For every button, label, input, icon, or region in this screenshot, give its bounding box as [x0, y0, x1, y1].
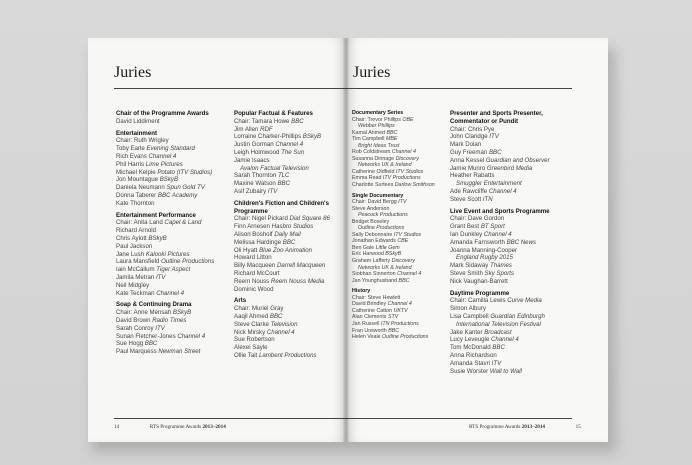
jury-member: Asif Zubairy ITV — [234, 187, 278, 195]
jury-member: Ollie Tait Lambent Productions — [234, 351, 317, 359]
jury-member: Kate Teckman Channel 4 — [116, 289, 184, 297]
jury-member: David Brown Radio Times — [116, 316, 187, 324]
jury-member: Lucy Leveugle Channel 4 — [450, 336, 519, 344]
footer-left — [114, 424, 226, 430]
jury-member: Sunan Fletcher-Jones Channel 4 — [116, 332, 206, 340]
jury-section — [116, 130, 228, 208]
jury-heading: Documentary Series — [352, 110, 404, 116]
right-page — [346, 38, 608, 442]
right-column-2 — [450, 110, 580, 379]
jury-member: Grant Best BT Sport — [450, 223, 505, 231]
jury-section — [234, 200, 346, 294]
jury-member: Fran Unsworth BBC — [352, 327, 400, 334]
jury-member: England Rugby 2015 — [456, 254, 513, 262]
jury-heading: Soap & Continuing Drama — [116, 301, 192, 309]
jury-member: Networks UK & Ireland — [358, 264, 412, 271]
jury-member: Amanda Stavri ITV — [450, 359, 502, 367]
jury-member: Chair: Ruth Wrigley — [116, 137, 169, 145]
jury-member: Graham Lafferty Discovery — [352, 258, 415, 265]
jury-member: Richard Arnold — [116, 227, 156, 235]
jury-member: Emma Read ITV Productions — [352, 175, 421, 182]
jury-member: Aaqil Ahmed BBC — [234, 312, 283, 320]
jury-member: Finn Arnesen Hasbro Studios — [234, 223, 314, 231]
jury-member: Leigh Holmwood The Sun — [234, 148, 305, 156]
jury-member: Chair: Chris Pye — [450, 125, 495, 133]
jury-member: Melissa Hardinge BBC — [234, 238, 296, 246]
jury-member: Chair: Anita Land Capel & Land — [116, 219, 202, 227]
page-title-left: Juries — [114, 64, 152, 81]
jury-heading: Popular Factual & Features — [234, 110, 313, 117]
jury-member: Lorraine Charker-Phillips BSkyB — [234, 133, 322, 141]
jury-member: Guy Freeman BBC — [450, 148, 502, 156]
jury-member: Oli Hyatt Blue Zoo Animation — [234, 246, 313, 254]
jury-member: Jim Allen RDF — [234, 125, 273, 133]
jury-section — [352, 110, 450, 189]
jury-member: Chair: Muriel Gray — [234, 305, 284, 313]
jury-member: Jon Mountague BSkyB — [116, 176, 179, 184]
title-rule-right — [346, 88, 572, 89]
jury-member: Catherine Catton UKTV — [352, 307, 408, 314]
jury-section — [450, 110, 580, 204]
jury-heading: Children's Fiction and Children's Programme — [234, 199, 329, 215]
jury-member: Alison Bosholf Daily Mail — [234, 230, 301, 238]
jury-heading: Entertainment Performance — [116, 211, 196, 219]
jury-member: Jan Russell ITN Productions — [352, 320, 419, 327]
jury-member: Webber Phillips — [358, 123, 395, 130]
jury-section — [234, 110, 346, 196]
jury-member: Chair: David Bergg ITV — [352, 199, 407, 206]
jury-member: Billy Macqueen Darrell Macqueen — [234, 262, 326, 270]
left-page — [88, 38, 346, 442]
jury-member: Sarah Conroy ITV — [116, 324, 165, 332]
jury-member: Jamie Munro Greenbird Media — [450, 164, 533, 172]
jury-member: Daniela Neumann Spun Gold TV — [116, 184, 205, 192]
jury-member: Sue Robertson — [234, 336, 275, 344]
jury-member: Toby Earle Evening Standard — [116, 145, 195, 153]
jury-heading: Chair of the Programme Awards — [116, 110, 209, 117]
jury-member: Sarah Thornton TLC — [234, 172, 290, 180]
jury-member: Mark Sidaway Thames — [450, 262, 512, 270]
jury-member: Simon Albury — [450, 305, 486, 313]
footer-rule-left — [114, 418, 346, 419]
jury-member: Jane Lush Kalooki Pictures — [116, 250, 190, 258]
footer-years-right: 2013–2014 — [521, 424, 546, 430]
jury-member: John Claridge ITV — [450, 133, 499, 141]
jury-section — [116, 301, 228, 356]
jury-member: Alan Clements STV — [352, 314, 399, 321]
jury-member: Kate Thornton — [116, 199, 155, 207]
title-rule-left — [114, 88, 346, 89]
jury-section — [234, 297, 346, 359]
jury-member: Chair: Camilla Lewis Curve Media — [450, 297, 542, 305]
jury-member: Michael Kelpie Potato (ITV Studios) — [116, 168, 213, 176]
jury-member: Bright Ideas Trust — [358, 142, 400, 149]
jury-member: Joanna Manning-Cooper — [450, 246, 518, 254]
jury-member: Rob Coldstream Channel 4 — [352, 149, 416, 156]
footer-years-left: 2013–2014 — [202, 424, 226, 430]
jury-heading: Arts — [234, 297, 247, 305]
jury-member: Nick Mirsky Channel 4 — [234, 328, 295, 336]
jury-member: Sue Hogg BBC — [116, 340, 158, 348]
jury-member: Chris Aylott BSkyB — [116, 234, 167, 242]
jury-member: Maxine Watson BBC — [234, 180, 290, 188]
jury-member: Smuggler Entertainment — [456, 180, 522, 188]
jury-section — [352, 193, 450, 285]
jury-member: Steve Clarke Television — [234, 320, 298, 328]
jury-member: Charlotte Surtees Darlow Smithson — [352, 182, 435, 189]
left-column-2 — [234, 110, 346, 364]
footer-rule-right — [346, 418, 572, 419]
jury-heading: Daytime Programme — [450, 289, 510, 297]
jury-member: Neil Midgley — [116, 281, 150, 289]
jury-member: Jamila Metran ITV — [116, 273, 166, 281]
jury-member: Donna Taberer BBC Academy — [116, 191, 198, 199]
jury-member: Tim Campbell MBE — [352, 136, 398, 143]
jury-member: Howard Litton — [234, 254, 272, 262]
page-number-left: 14 — [114, 424, 120, 430]
jury-member: Ian Dunkley Channel 4 — [450, 230, 512, 238]
jury-heading: Entertainment — [116, 129, 157, 137]
jury-heading: Single Documentary — [352, 192, 404, 199]
jury-member: Chair: Tamara Howe BBC — [234, 117, 304, 125]
jury-heading: Presenter and Sports Presenter, Commentator or Pundit — [450, 110, 543, 125]
jury-member: Anna Richardson — [450, 351, 497, 359]
jury-member: Iain McCallum Tiger Aspect — [116, 266, 191, 274]
footer-text-right: RTS Programme Awards — [469, 424, 521, 430]
jury-member: Chair: Trevor Phillips OBE — [352, 116, 414, 123]
jury-member: Susanna Dinnage Discovery — [352, 155, 419, 162]
jury-member: Chair: Nigel Pickard Dial Square 86 — [234, 215, 330, 223]
jury-member: Helen Veale Outline Productions — [352, 334, 429, 341]
book-spine — [343, 38, 349, 442]
jury-member: Alexei Sayle — [234, 344, 268, 352]
jury-member: Steve Anderson — [352, 205, 390, 212]
jury-member: Paul Marquess Newman Street — [116, 348, 201, 356]
jury-member: David Liddiment — [116, 117, 160, 125]
jury-member: Catherine Oldfield ITV Studios — [352, 168, 424, 175]
jury-member: Jake Kanter Broadcast — [450, 328, 512, 336]
jury-member: Laura Mansfield Outline Productions — [116, 258, 215, 266]
jury-heading: Live Event and Sports Programme — [450, 207, 550, 215]
jury-member: Bridget Boseley — [352, 218, 390, 225]
jury-member: Mark Dolan — [450, 141, 482, 149]
jury-section — [450, 208, 580, 286]
jury-member: Jamie Isaacs — [234, 156, 270, 164]
jury-member: Avalon Factual Television — [240, 164, 309, 172]
jury-member: Richard McCourt — [234, 269, 280, 277]
jury-member: Reem Nouss Reem Nouss Media — [234, 277, 325, 285]
jury-member: Lisa Campbell Guardian Edinburgh — [450, 312, 545, 320]
jury-member: Outline Productions — [358, 225, 405, 232]
jury-member: Ade Rawcliffe Channel 4 — [450, 187, 517, 195]
jury-member: Steve Scott ITN — [450, 195, 493, 203]
jury-member: Justin Gorman Channel 4 — [234, 141, 304, 149]
page-number-right: 15 — [575, 424, 581, 430]
jury-member: David Brindley Channel 4 — [352, 301, 412, 308]
jury-member: International Television Festival — [456, 320, 541, 328]
jury-member: Anna Kessel Guardian and Observer — [450, 156, 550, 164]
jury-member: Chair: Anne Mensah BSkyB — [116, 309, 192, 317]
jury-member: Networks UK & Ireland — [358, 162, 412, 169]
right-column-1 — [352, 110, 450, 345]
page-title-right: Juries — [353, 64, 391, 81]
jury-member: Siobhan Sinnerton Channel 4 — [352, 271, 422, 278]
jury-member: Ben Gale Little Gem — [352, 244, 400, 251]
jury-member: Sally Debonnaire ITV Studios — [352, 231, 422, 238]
jury-member: Dominic Wood — [234, 285, 274, 293]
jury-heading: History — [352, 288, 371, 295]
jury-member: Jonathan Edwards CBE — [352, 238, 409, 245]
jury-member: Peacock Productions — [358, 212, 408, 219]
jury-member: Kamal Ahmed BBC — [352, 129, 398, 136]
footer-text-left: RTS Programme Awards — [149, 424, 202, 430]
jury-section — [352, 288, 450, 340]
jury-member: Phil Harris Lime Pictures — [116, 160, 183, 168]
jury-section — [116, 110, 228, 126]
jury-member: Eric Harwood BSkyB — [352, 251, 402, 258]
jury-section — [116, 212, 228, 298]
jury-member: Steve Smith Sky Sports — [450, 269, 515, 277]
jury-member: Amanda Farnsworth BBC News — [450, 238, 537, 246]
jury-member: Tom McDonald BBC — [450, 344, 505, 352]
jury-member: Paul Jackson — [116, 242, 153, 250]
footer-right — [469, 424, 581, 430]
jury-member: Susie Worster Wall to Wall — [450, 367, 522, 375]
jury-member: Nick Vaughan-Barrett — [450, 277, 508, 285]
jury-member: Chair: Steve Hewlett — [352, 294, 401, 301]
jury-section — [450, 290, 580, 376]
jury-member: Jan Younghusband BBC — [352, 277, 410, 284]
jury-member: Chair: Dave Gordon — [450, 215, 505, 223]
left-column-1 — [116, 110, 228, 360]
jury-member: Heather Rabatts — [450, 172, 495, 180]
jury-member: Rich Evans Channel 4 — [116, 152, 177, 160]
